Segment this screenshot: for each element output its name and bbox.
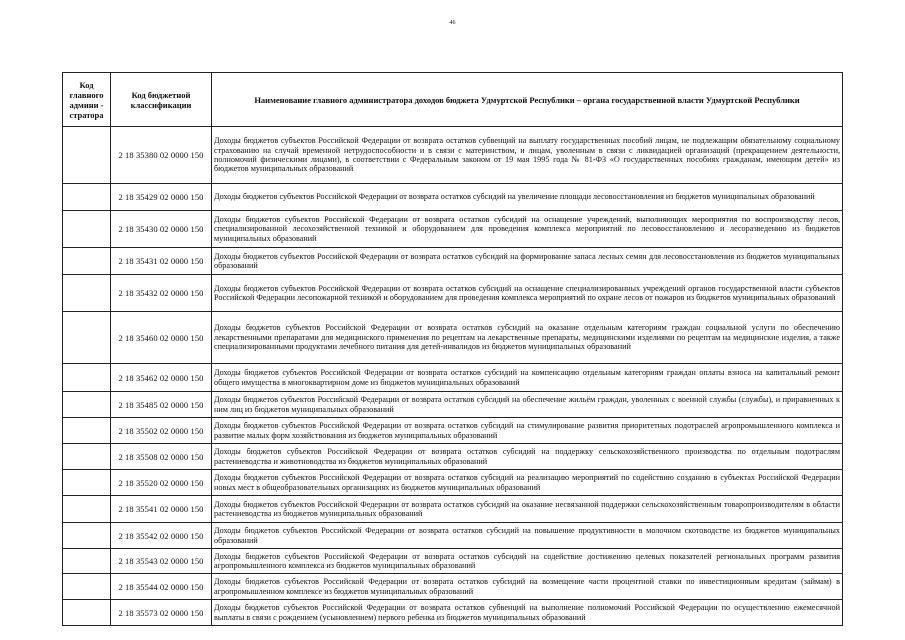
admin-code-cell [63, 574, 111, 600]
admin-code-cell [63, 184, 111, 211]
revenue-name-cell: Доходы бюджетов субъектов Российской Федерации от возврата остатков субсидий на формирование запаса лесных семян для лесовосстановления из бюджетов муниципальных образований [212, 248, 843, 275]
classification-code-cell: 2 18 35380 02 0000 150 [111, 127, 212, 184]
revenue-name-cell: Доходы бюджетов субъектов Российской Федерации от возврата остатков субсидий на оснащение учреждений, выполняющих мероприятия по воспроизводству лесов, специализированной лесохозяйственной техникой и оборудованием для проведения комплекса мероприятий по лесовосстановлению и лесоразведению из бюджетов муниципальных образований [212, 211, 843, 248]
revenue-name-cell: Доходы бюджетов субъектов Российской Федерации от возврата остатков субвенций на выполнение полномочий Российской Федерации по осуществлению ежемесячной выплаты в связи с рождением (усыновлением) первого ребенка из бюджетов муниципальных образований [212, 600, 843, 626]
table-row [63, 211, 843, 248]
admin-code-cell [63, 364, 111, 392]
admin-code-cell [63, 549, 111, 574]
table-row [63, 523, 843, 549]
revenue-name-cell: Доходы бюджетов субъектов Российской Федерации от возврата остатков субсидий на компенсацию отдельным категориям граждан оплаты взноса на капитальный ремонт общего имущества в многоквартирном доме из бюджетов муниципальных образований [212, 364, 843, 392]
classification-code-cell: 2 18 35462 02 0000 150 [111, 364, 212, 392]
admin-code-cell [63, 211, 111, 248]
revenue-name-cell: Доходы бюджетов субъектов Российской Федерации от возврата остатков субсидий на увеличение площади лесовосстановления из бюджетов муниципальных образований [212, 184, 843, 211]
table-row [63, 312, 843, 364]
table-row [63, 127, 843, 184]
classification-code-cell: 2 18 35544 02 0000 150 [111, 574, 212, 600]
classification-code-cell: 2 18 35460 02 0000 150 [111, 312, 212, 364]
classification-code-cell: 2 18 35432 02 0000 150 [111, 275, 212, 312]
table-body [63, 127, 843, 626]
classification-code-cell: 2 18 35429 02 0000 150 [111, 184, 212, 211]
classification-code-cell: 2 18 35541 02 0000 150 [111, 496, 212, 523]
revenue-name-cell: Доходы бюджетов субъектов Российской Федерации от возврата остатков субвенций на выплату государственных пособий лицам, не подлежащим обязательному социальному страхованию на случай временной нетрудоспособности и в связи с материнством, и лицам, уволенным в связи с ликвидацией организаций (прекращением деятельности, полномочий физическими лицами), в соответствии с Федеральным законом от 19 мая 1995 года № 81-ФЗ «О государственных пособиях гражданам, имеющим детей» из бюджетов муниципальных образований [212, 127, 843, 184]
table-row [63, 496, 843, 523]
table-row [63, 275, 843, 312]
admin-code-cell [63, 600, 111, 626]
revenue-name-cell: Доходы бюджетов субъектов Российской Федерации от возврата остатков субсидий на обеспечение жильём граждан, уволенных с военной службы (службы), и приравненных к ним лиц из бюджетов муниципальных образований [212, 392, 843, 418]
classification-code-cell: 2 18 35485 02 0000 150 [111, 392, 212, 418]
revenue-codes-table [62, 72, 843, 626]
revenue-name-cell: Доходы бюджетов субъектов Российской Федерации от возврата остатков субсидий на содействие достижению целевых показателей региональных программ развития агропромышленного комплекса из бюджетов муниципальных образований [212, 549, 843, 574]
revenue-name-cell: Доходы бюджетов субъектов Российской Федерации от возврата остатков субсидий на возмещение части процентной ставки по инвестиционным кредитам (займам) в агропромышленном комплексе из бюджетов муниципальных образований [212, 574, 843, 600]
revenue-name-cell: Доходы бюджетов субъектов Российской Федерации от возврата остатков субсидий на оказание несвязанной поддержки сельскохозяйственным товаропроизводителям в области растениеводства из бюджетов муниципальных образований [212, 496, 843, 523]
revenue-name-cell: Доходы бюджетов субъектов Российской Федерации от возврата остатков субсидий на повышение продуктивности в молочном скотоводстве из бюджетов муниципальных образований [212, 523, 843, 549]
admin-code-cell [63, 523, 111, 549]
admin-code-cell [63, 392, 111, 418]
table-row [63, 574, 843, 600]
revenue-name-cell: Доходы бюджетов субъектов Российской Федерации от возврата остатков субсидий на оказание отдельным категориям граждан социальной услуги по обеспечению лекарственными препаратами для медицинского применения по рецептам на лекарственные препараты, медицинскими изделиями по рецептам на медицинские изделия, а также специализированными продуктами лечебного питания для детей-инвалидов из бюджетов муниципальных образований [212, 312, 843, 364]
header-classification-code: Код бюджетной классификации [111, 73, 212, 127]
classification-code-cell: 2 18 35502 02 0000 150 [111, 418, 212, 444]
header-admin-code: Код главного админи - стратора [63, 73, 111, 127]
page-number: 46 [449, 20, 456, 26]
table-row [63, 549, 843, 574]
classification-code-cell: 2 18 35508 02 0000 150 [111, 444, 212, 470]
admin-code-cell [63, 444, 111, 470]
header-administrator-name: Наименование главного администратора доходов бюджета Удмуртской Республики – органа государственной власти Удмуртской Республики [212, 73, 843, 127]
classification-code-cell: 2 18 35543 02 0000 150 [111, 549, 212, 574]
admin-code-cell [63, 248, 111, 275]
table-header-row [63, 73, 843, 127]
classification-code-cell: 2 18 35542 02 0000 150 [111, 523, 212, 549]
admin-code-cell [63, 275, 111, 312]
admin-code-cell [63, 470, 111, 496]
table-row [63, 184, 843, 211]
table-row [63, 418, 843, 444]
classification-code-cell: 2 18 35520 02 0000 150 [111, 470, 212, 496]
revenue-name-cell: Доходы бюджетов субъектов Российской Федерации от возврата остатков субсидий на реализацию мероприятий по содействию созданию в субъектах Российской Федерации новых мест в общеобразовательных организациях из бюджетов муниципальных образований [212, 470, 843, 496]
admin-code-cell [63, 496, 111, 523]
admin-code-cell [63, 127, 111, 184]
admin-code-cell [63, 312, 111, 364]
table-row [63, 444, 843, 470]
table-row [63, 364, 843, 392]
classification-code-cell: 2 18 35431 02 0000 150 [111, 248, 212, 275]
revenue-name-cell: Доходы бюджетов субъектов Российской Федерации от возврата остатков субсидий на оснащение специализированных учреждений органов государственной власти субъектов Российской Федерации лесопожарной техникой и оборудованием для проведения комплекса мероприятий по охране лесов от пожаров из бюджетов муниципальных образований [212, 275, 843, 312]
classification-code-cell: 2 18 35573 02 0000 150 [111, 600, 212, 626]
classification-code-cell: 2 18 35430 02 0000 150 [111, 211, 212, 248]
table-row [63, 392, 843, 418]
revenue-name-cell: Доходы бюджетов субъектов Российской Федерации от возврата остатков субсидий на стимулирование развития приоритетных подотраслей агропромышленного комплекса и развитие малых форм хозяйствования из бюджетов муниципальных образований [212, 418, 843, 444]
table-row [63, 248, 843, 275]
admin-code-cell [63, 418, 111, 444]
table-row [63, 600, 843, 626]
table-row [63, 470, 843, 496]
revenue-name-cell: Доходы бюджетов субъектов Российской Федерации от возврата остатков субсидий на поддержку сельскохозяйственного производства по отдельным подотраслям растениеводства и животноводства из бюджетов муниципальных образований [212, 444, 843, 470]
